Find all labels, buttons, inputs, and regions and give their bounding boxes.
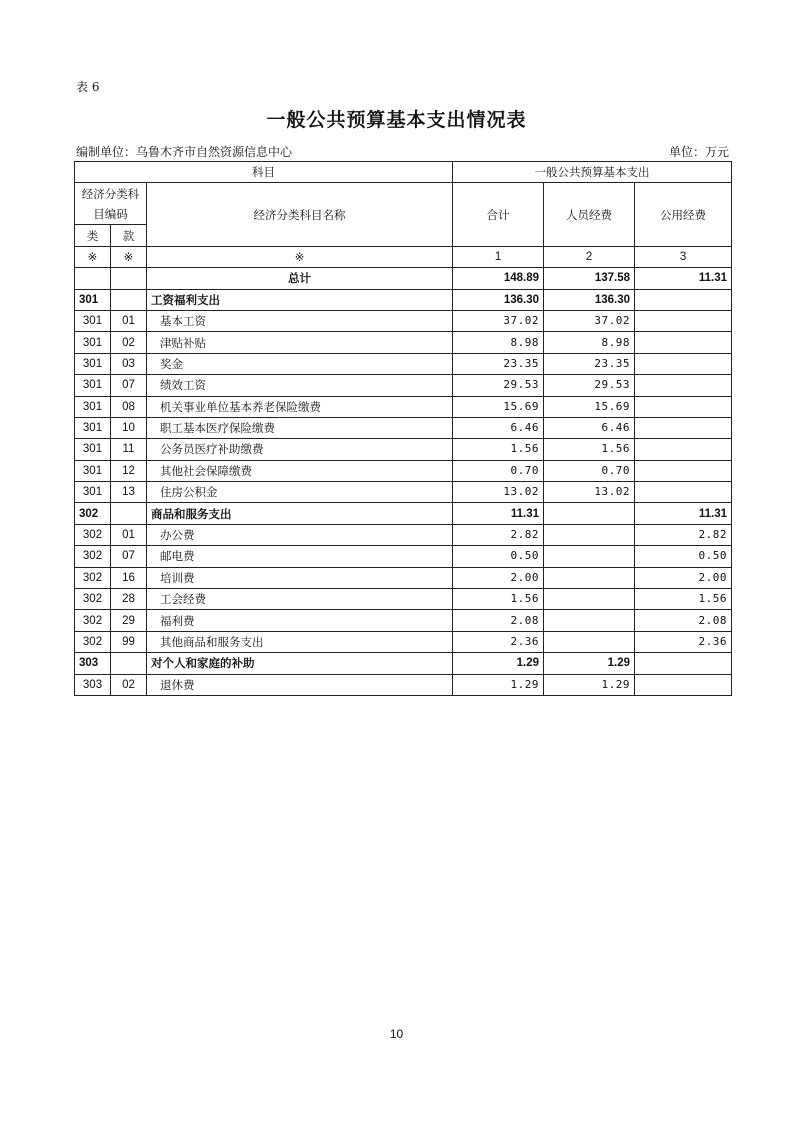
- cell-public: [635, 482, 732, 503]
- cell-lei: 301: [75, 417, 111, 438]
- cell-personnel: [544, 589, 635, 610]
- table-row: [75, 375, 732, 396]
- cell-name: 公务员医疗补助缴费: [147, 439, 453, 460]
- table-label: 表 6: [76, 80, 100, 94]
- cell-total: 37.02: [453, 310, 544, 331]
- cell-personnel: [544, 631, 635, 652]
- cell-personnel: [544, 610, 635, 631]
- cell-public: [635, 439, 732, 460]
- cell-kuan: 01: [111, 310, 147, 331]
- cell-lei: 302: [75, 567, 111, 588]
- table-row: [75, 417, 732, 438]
- cell-total: 6.46: [453, 417, 544, 438]
- cell-name: 机关事业单位基本养老保险缴费: [147, 396, 453, 417]
- cell-name: 基本工资: [147, 310, 453, 331]
- table-row: [75, 396, 732, 417]
- cell-kuan: [111, 289, 147, 310]
- cell-kuan: [111, 503, 147, 524]
- category-row: [75, 653, 732, 674]
- cell-name: 退休费: [147, 674, 453, 695]
- cell-personnel: [544, 503, 635, 524]
- cell-public: 2.82: [635, 524, 732, 545]
- cell-lei: 302: [75, 631, 111, 652]
- cell-total: 1.56: [453, 589, 544, 610]
- cell-personnel: [544, 567, 635, 588]
- cell-total: 2.00: [453, 567, 544, 588]
- cell-name: 商品和服务支出: [147, 503, 453, 524]
- cell-lei: 301: [75, 375, 111, 396]
- header-mark-name: ※: [147, 246, 453, 267]
- cell-kuan: 07: [111, 546, 147, 567]
- table-row: [75, 460, 732, 481]
- header-index-1: 1: [453, 246, 544, 267]
- cell-lei: 302: [75, 546, 111, 567]
- table-row: [75, 310, 732, 331]
- cell-total: 0.70: [453, 460, 544, 481]
- cell-kuan: 12: [111, 460, 147, 481]
- cell-public: [635, 332, 732, 353]
- budget-table: [74, 161, 732, 696]
- page-number: 10: [389, 1027, 404, 1041]
- cell-personnel: 8.98: [544, 332, 635, 353]
- total-public: 11.31: [635, 268, 732, 289]
- cell-personnel: [544, 546, 635, 567]
- cell-public: 2.36: [635, 631, 732, 652]
- cell-lei: 301: [75, 396, 111, 417]
- table-row: [75, 674, 732, 695]
- total-kuan: [111, 268, 147, 289]
- cell-name: 住房公积金: [147, 482, 453, 503]
- cell-personnel: 37.02: [544, 310, 635, 331]
- cell-public: 2.08: [635, 610, 732, 631]
- header-name-col: 经济分类科目名称: [147, 183, 453, 246]
- header-row-4: [75, 246, 732, 267]
- cell-public: [635, 289, 732, 310]
- cell-public: 1.56: [635, 589, 732, 610]
- cell-lei: 302: [75, 503, 111, 524]
- table-row: [75, 482, 732, 503]
- cell-name: 培训费: [147, 567, 453, 588]
- category-row: [75, 289, 732, 310]
- header-subject: 科目: [75, 162, 453, 183]
- cell-kuan: 01: [111, 524, 147, 545]
- cell-total: 13.02: [453, 482, 544, 503]
- cell-name: 职工基本医疗保险缴费: [147, 417, 453, 438]
- cell-total: 136.30: [453, 289, 544, 310]
- cell-lei: 301: [75, 439, 111, 460]
- cell-personnel: 29.53: [544, 375, 635, 396]
- cell-personnel: 6.46: [544, 417, 635, 438]
- header-lei: 类: [75, 225, 111, 246]
- cell-kuan: 07: [111, 375, 147, 396]
- total-personnel: 137.58: [544, 268, 635, 289]
- cell-public: 0.50: [635, 546, 732, 567]
- cell-total: 8.98: [453, 332, 544, 353]
- cell-personnel: 1.56: [544, 439, 635, 460]
- cell-public: [635, 417, 732, 438]
- cell-kuan: [111, 653, 147, 674]
- cell-total: 1.29: [453, 653, 544, 674]
- total-total: 148.89: [453, 268, 544, 289]
- cell-kuan: 29: [111, 610, 147, 631]
- total-row: [75, 268, 732, 289]
- cell-lei: 301: [75, 353, 111, 374]
- header-row-1: [75, 162, 732, 183]
- table-row: [75, 631, 732, 652]
- cell-personnel: 1.29: [544, 653, 635, 674]
- cell-name: 其他社会保障缴费: [147, 460, 453, 481]
- cell-total: 1.56: [453, 439, 544, 460]
- cell-lei: 301: [75, 460, 111, 481]
- cell-total: 0.50: [453, 546, 544, 567]
- cell-kuan: 08: [111, 396, 147, 417]
- table-row: [75, 589, 732, 610]
- cell-lei: 302: [75, 524, 111, 545]
- cell-kuan: 11: [111, 439, 147, 460]
- table-row: [75, 439, 732, 460]
- cell-personnel: 0.70: [544, 460, 635, 481]
- category-row: [75, 503, 732, 524]
- cell-name: 其他商品和服务支出: [147, 631, 453, 652]
- table-row: [75, 567, 732, 588]
- cell-name: 办公费: [147, 524, 453, 545]
- cell-kuan: 13: [111, 482, 147, 503]
- cell-lei: 301: [75, 289, 111, 310]
- header-public-col: 公用经费: [635, 183, 732, 246]
- cell-personnel: 136.30: [544, 289, 635, 310]
- header-personnel-col: 人员经费: [544, 183, 635, 246]
- cell-public: [635, 674, 732, 695]
- table-row: [75, 610, 732, 631]
- cell-personnel: 15.69: [544, 396, 635, 417]
- table-row: [75, 524, 732, 545]
- cell-total: 15.69: [453, 396, 544, 417]
- header-total-col: 合计: [453, 183, 544, 246]
- cell-name: 福利费: [147, 610, 453, 631]
- cell-public: [635, 310, 732, 331]
- header-row-2: [75, 183, 732, 225]
- cell-kuan: 28: [111, 589, 147, 610]
- header-mark-kuan: ※: [111, 246, 147, 267]
- cell-lei: 302: [75, 610, 111, 631]
- cell-name: 奖金: [147, 353, 453, 374]
- cell-lei: 301: [75, 482, 111, 503]
- cell-total: 23.35: [453, 353, 544, 374]
- cell-kuan: 02: [111, 332, 147, 353]
- header-mark-lei: ※: [75, 246, 111, 267]
- compiling-unit: 编制单位：乌鲁木齐市自然资源信息中心: [76, 145, 293, 159]
- cell-name: 工会经费: [147, 589, 453, 610]
- table-body: [75, 289, 732, 695]
- cell-public: 2.00: [635, 567, 732, 588]
- cell-public: [635, 353, 732, 374]
- header-index-3: 3: [635, 246, 732, 267]
- header-kuan: 款: [111, 225, 147, 246]
- cell-public: 11.31: [635, 503, 732, 524]
- total-lei: [75, 268, 111, 289]
- cell-total: 1.29: [453, 674, 544, 695]
- cell-personnel: [544, 524, 635, 545]
- cell-kuan: 10: [111, 417, 147, 438]
- cell-total: 11.31: [453, 503, 544, 524]
- cell-total: 2.36: [453, 631, 544, 652]
- header-index-2: 2: [544, 246, 635, 267]
- header-budget-group: 一般公共预算基本支出: [453, 162, 732, 183]
- cell-name: 对个人和家庭的补助: [147, 653, 453, 674]
- total-label: 总计: [147, 268, 453, 289]
- header-code-group: 经济分类科目编码: [75, 183, 147, 225]
- cell-name: 津贴补贴: [147, 332, 453, 353]
- table-header: [75, 162, 732, 290]
- cell-total: 29.53: [453, 375, 544, 396]
- table-row: [75, 546, 732, 567]
- cell-name: 邮电费: [147, 546, 453, 567]
- cell-lei: 303: [75, 653, 111, 674]
- cell-personnel: 13.02: [544, 482, 635, 503]
- cell-kuan: 02: [111, 674, 147, 695]
- page-title: 一般公共预算基本支出情况表: [266, 109, 527, 131]
- cell-public: [635, 653, 732, 674]
- cell-lei: 301: [75, 332, 111, 353]
- cell-personnel: 23.35: [544, 353, 635, 374]
- cell-public: [635, 396, 732, 417]
- cell-lei: 301: [75, 310, 111, 331]
- cell-public: [635, 375, 732, 396]
- cell-name: 工资福利支出: [147, 289, 453, 310]
- cell-kuan: 99: [111, 631, 147, 652]
- cell-kuan: 16: [111, 567, 147, 588]
- cell-total: 2.08: [453, 610, 544, 631]
- table-row: [75, 353, 732, 374]
- cell-lei: 303: [75, 674, 111, 695]
- cell-name: 绩效工资: [147, 375, 453, 396]
- cell-personnel: 1.29: [544, 674, 635, 695]
- cell-kuan: 03: [111, 353, 147, 374]
- currency-unit: 单位：万元: [668, 145, 729, 159]
- cell-public: [635, 460, 732, 481]
- cell-lei: 302: [75, 589, 111, 610]
- table-row: [75, 332, 732, 353]
- cell-total: 2.82: [453, 524, 544, 545]
